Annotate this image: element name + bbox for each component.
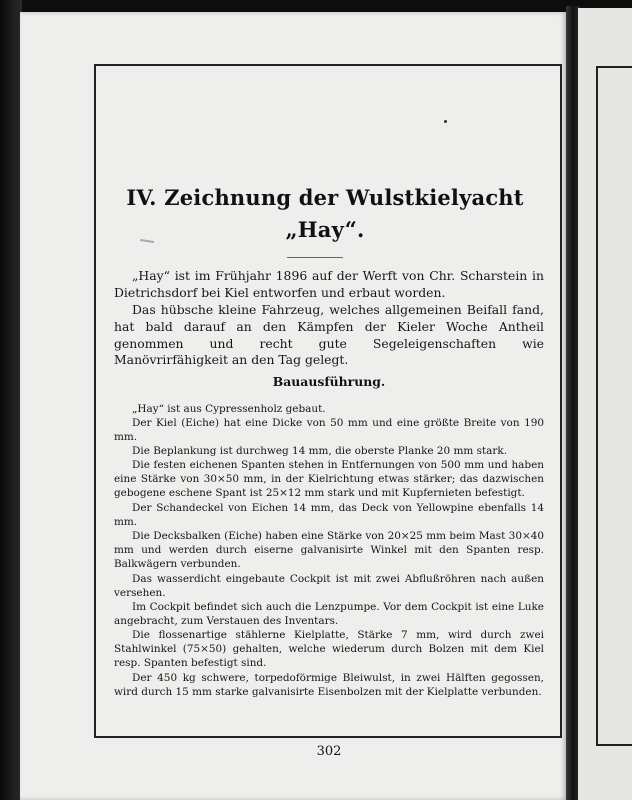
- chapter-title-line-1: IV. Zeichnung der Wulstkielyacht: [126, 185, 524, 210]
- ink-speck: [444, 120, 447, 123]
- body-paragraph-7: Das wasserdicht eingebaute Cockpit ist mit zwei Abflußröhren nach außen versehen.: [114, 573, 544, 600]
- body-paragraph-3: Die Beplankung ist durchweg 14 mm, die oberste Planke 20 mm stark.: [132, 445, 508, 457]
- section-heading: Bauausführung.: [272, 374, 386, 389]
- body-paragraph-1: „Hay“ ist aus Cypressenholz gebaut.: [132, 403, 326, 415]
- intro-paragraph-1: „Hay“ ist im Frühjahr 1896 auf der Werft von Chr. Scharstein in Dietrichsdorf bei Kiel entworfen und erbaut worden.: [114, 268, 544, 300]
- adjacent-page-frame: [596, 66, 632, 746]
- chapter-title: [110, 182, 540, 246]
- chapter-title-line-2: „Hay“.: [285, 217, 365, 242]
- body-paragraph-8: Im Cockpit befindet sich auch die Lenzpumpe. Vor dem Cockpit ist eine Luke angebracht, zum Verstauen des Inventars.: [114, 601, 544, 628]
- body-paragraph-5: Der Schandeckel von Eichen 14 mm, das Deck von Yellowpine ebenfalls 14 mm.: [114, 502, 544, 529]
- body-paragraph-10: Der 450 kg schwere, torpedoförmige Bleiwulst, in zwei Hälften gegossen, wird durch 15 mm starke galvanisirte Eisenbolzen mit der Kielplatte verbunden.: [114, 672, 544, 699]
- body-paragraph-9: Die flossenartige stählerne Kielplatte, Stärke 7 mm, wird durch zwei Stahlwinkel (75×50) gehalten, welche wiederum durch Bolzen mit dem Kiel resp. Spanten befestigt sind.: [114, 629, 544, 670]
- body-paragraph-4: Die festen eichenen Spanten stehen in Entfernungen von 500 mm und haben eine Stärke von 30×50 mm, in der Kielrichtung etwas stärker; das dazwischen gebogene eschene Spant ist 25×12 mm stark und mit Kupfernieten befestigt.: [114, 459, 544, 500]
- title-divider: [287, 257, 343, 258]
- book-left-edge: [0, 0, 22, 800]
- body-paragraph-6: Die Decksbalken (Eiche) haben eine Stärke von 20×25 mm beim Mast 30×40 mm und werden durch eiserne galvanisirte Winkel mit den Spanten resp. Balkwägern verbunden.: [114, 530, 544, 571]
- intro-paragraph-2: Das hübsche kleine Fahrzeug, welches allgemeinen Beifall fand, hat bald darauf an den Kämpfen der Kieler Woche Antheil genommen und recht gute Segeleigenschaften wie Manövrirfähigkeit an den Tag gelegt.: [114, 302, 544, 368]
- page-number: 302: [316, 744, 342, 759]
- body-paragraph-2: Der Kiel (Eiche) hat eine Dicke von 50 mm und eine größte Breite von 190 mm.: [114, 417, 544, 444]
